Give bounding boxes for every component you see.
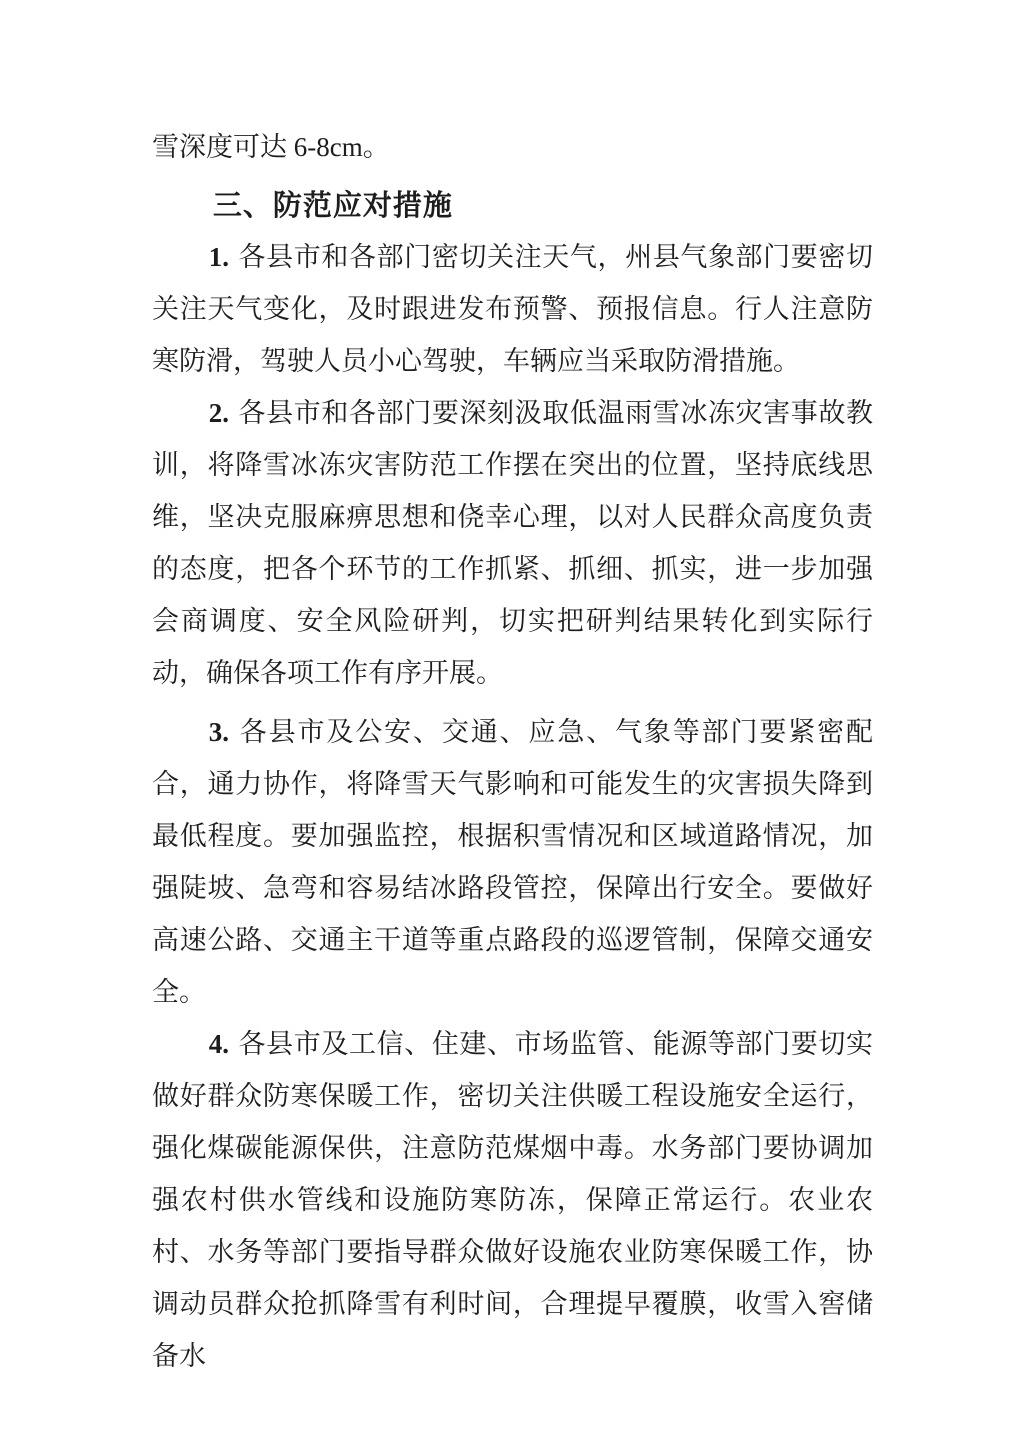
paragraph-3-number: 3. [208, 717, 229, 747]
paragraph-4 [152, 1018, 873, 1382]
continuation-line: 雪深度可达 6-8cm。 [152, 132, 390, 162]
paragraph-2-text: 各县市和各部门要深刻汲取低温雨雪冰冻灾害事故教训，将降雪冰冻灾害防范工作摆在突出的位置，坚持底线思维，坚决克服麻痹思想和侥幸心理，以对人民群众高度负责的态度，把各个环节的工作抓紧、抓细、抓实，进一步加强会商调度、安全风险研判，切实把研判结果转化到实际行动，确保各项工作有序开展。 [152, 398, 873, 688]
paragraph-2 [152, 387, 873, 699]
paragraph-3 [152, 706, 873, 1018]
section-heading: 三、防范应对措施 [212, 188, 453, 222]
paragraph-2-number: 2. [208, 398, 229, 428]
paragraph-1 [152, 231, 873, 387]
paragraph-4-number: 4. [208, 1029, 229, 1059]
paragraph-4-text: 各县市及工信、住建、市场监管、能源等部门要切实做好群众防寒保暖工作，密切关注供暖工程设施安全运行，强化煤碳能源保供，注意防范煤烟中毒。水务部门要协调加强农村供水管线和设施防寒防冻，保障正常运行。农业农村、水务等部门要指导群众做好设施农业防寒保暖工作，协调动员群众抢抓降雪有利时间，合理提早覆膜，收雪入窖储备水 [152, 1029, 873, 1371]
paragraph-3-text: 各县市及公安、交通、应急、气象等部门要紧密配合，通力协作，将降雪天气影响和可能发生的灾害损失降到最低程度。要加强监控，根据积雪情况和区域道路情况，加强陡坡、急弯和容易结冰路段管控，保障出行安全。要做好高速公路、交通主干道等重点路段的巡逻管制，保障交通安全。 [152, 717, 873, 1007]
paragraph-1-text: 各县市和各部门密切关注天气，州县气象部门要密切关注天气变化，及时跟进发布预警、预报信息。行人注意防寒防滑，驾驶人员小心驾驶，车辆应当采取防滑措施。 [152, 242, 873, 376]
paragraph-1-number: 1. [208, 242, 229, 272]
